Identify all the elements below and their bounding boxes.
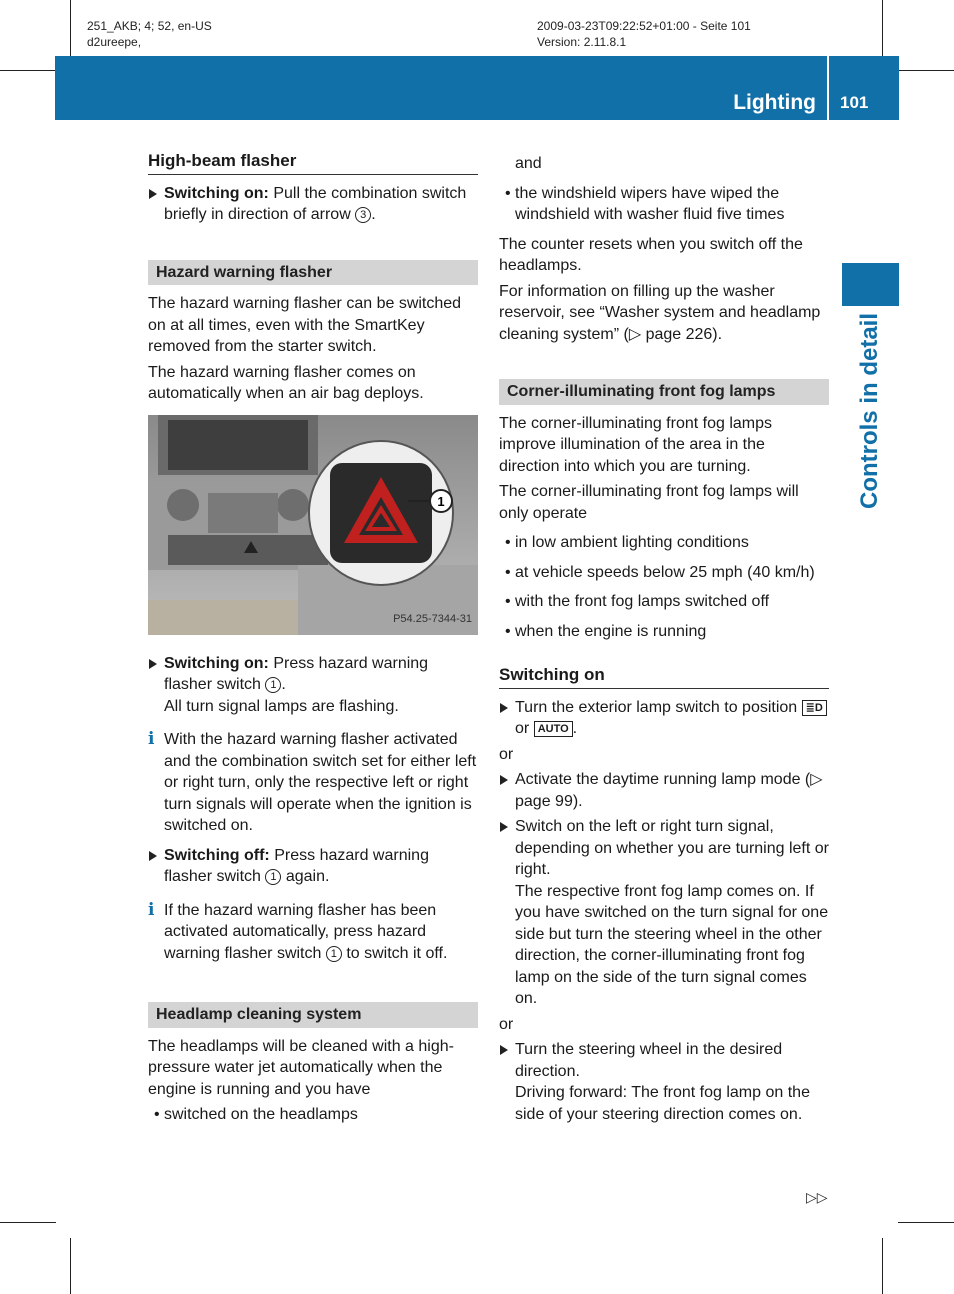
- step-label: Switching on:: [164, 654, 269, 672]
- callout-ref: 3: [355, 207, 371, 223]
- step-text: Turn the exterior lamp switch to position: [515, 698, 798, 716]
- bullet-text: switched on the headlamps: [164, 1106, 358, 1123]
- bullet-text: in low ambient lighting conditions: [515, 534, 749, 551]
- crop-mark: [898, 1222, 954, 1223]
- meta-line: Version: 2.11.8.1: [537, 35, 627, 49]
- step-label: Switching off:: [164, 846, 270, 864]
- figure-code: P54.25-7344-31: [393, 613, 472, 625]
- info-text: If the hazard warning flasher has been activated automatically, press hazard warning flasher switch: [164, 901, 437, 962]
- step-arrow-icon: [500, 822, 508, 832]
- step-result: The respective front fog lamp comes on. If you have switched on the turn signal for one side but turn the steering wheel in the other direction, the corner-illuminating front fog lamp on the side of the turn signal comes on.: [515, 882, 829, 1007]
- bullet-dot: •: [154, 1106, 160, 1123]
- paragraph: The corner-illuminating front fog lamps improve illumination of the area in the direction into which you are turning.: [499, 414, 773, 475]
- step-item: [499, 1039, 829, 1125]
- crop-mark: [882, 1238, 883, 1294]
- side-tab: [842, 263, 899, 306]
- step-label: Switching on:: [164, 184, 269, 202]
- step-item: [148, 183, 478, 226]
- step-result: All turn signal lamps are flashing.: [164, 697, 399, 715]
- bullet-dot: •: [505, 534, 511, 551]
- step-arrow-icon: [500, 1045, 508, 1055]
- step-text: Pull the combination switch briefly in direction of arrow: [164, 184, 467, 223]
- bullet-dot: •: [505, 184, 511, 202]
- crop-mark: [0, 70, 56, 71]
- info-icon: i: [148, 729, 155, 749]
- page-number: 101: [840, 93, 869, 112]
- bullet-text: with the front fog lamps switched off: [515, 593, 770, 610]
- paragraph: For information on filling up the washer reservoir, see “Washer system and headlamp cleaning system” (▷ page 226).: [499, 282, 821, 343]
- bullet-item: [499, 183, 829, 226]
- step-text: Turn the steering wheel in the desired direction.: [515, 1041, 783, 1080]
- paragraph: The headlamps will be cleaned with a high-pressure water jet automatically when the engine is running and you have: [148, 1037, 454, 1098]
- step-text: Activate the daytime running lamp mode (▷ page 99).: [515, 771, 823, 810]
- heading-switching-on: Switching on: [499, 664, 829, 689]
- paragraph: The counter resets when you switch off the headlamps.: [499, 235, 803, 274]
- paragraph: The corner-illuminating front fog lamps will only operate: [499, 483, 799, 522]
- or-line: or: [499, 745, 514, 763]
- bullet-item: [499, 591, 829, 613]
- step-text: Switch on the left or right turn signal, depending on whether you are turning left or right.: [515, 818, 829, 878]
- print-meta-right: [537, 18, 751, 50]
- low-beam-symbol-icon: ≣D: [802, 700, 827, 716]
- bullet-text: the windshield wipers have wiped the windshield with washer fluid five times: [515, 184, 785, 223]
- auto-symbol-icon: AUTO: [534, 721, 573, 737]
- bullet-item: [499, 621, 829, 643]
- crop-mark: [70, 1238, 71, 1294]
- meta-line: d2ureepe,: [87, 35, 142, 49]
- info-note: [148, 729, 478, 837]
- step-text: or: [515, 720, 530, 737]
- callout-ref: 1: [326, 946, 342, 962]
- or-line: or: [499, 1015, 514, 1033]
- meta-line: 251_AKB; 4; 52, en-US: [87, 19, 212, 33]
- paragraph: The hazard warning flasher comes on automatically when an air bag deploys.: [148, 363, 424, 402]
- step-text: Press hazard warning flasher switch: [164, 654, 429, 693]
- crop-mark: [0, 1222, 56, 1223]
- bullet-item: [499, 562, 829, 584]
- side-tab-label: Controls in detail: [856, 312, 883, 510]
- bullet-item: [499, 532, 829, 554]
- step-item: [148, 653, 478, 718]
- crop-mark: [70, 0, 71, 56]
- bullet-dot: •: [505, 563, 511, 581]
- step-item: [499, 697, 829, 740]
- step-item: [148, 845, 478, 888]
- meta-line: 2009-03-23T09:22:52+01:00 - Seite 101: [537, 19, 751, 33]
- left-column: [148, 150, 478, 1134]
- step-arrow-icon: [500, 703, 508, 713]
- bullet-dot: •: [505, 593, 511, 610]
- section-title: Lighting: [733, 91, 816, 114]
- info-icon: i: [148, 899, 155, 920]
- info-note: [148, 900, 478, 965]
- step-result: Driving forward: The front fog lamp on the side of your steering direction comes on.: [515, 1084, 810, 1123]
- bullet-item: [148, 1104, 478, 1126]
- step-text: .: [371, 206, 376, 223]
- callout-ref: 1: [265, 869, 281, 885]
- heading-headlamp-cleaning: Headlamp cleaning system: [148, 1002, 478, 1028]
- and-line: and: [515, 155, 542, 172]
- step-arrow-icon: [149, 851, 157, 861]
- hazard-switch-photo: [148, 415, 478, 635]
- paragraph: The hazard warning flasher can be switched on at all times, even with the SmartKey removed from the starter switch.: [148, 295, 462, 355]
- heading-cornering-lamps: Corner-illuminating front fog lamps: [499, 379, 829, 405]
- step-arrow-icon: [149, 659, 157, 669]
- step-text: again.: [285, 868, 330, 885]
- heading-high-beam: High-beam flasher: [148, 150, 478, 175]
- info-text: With the hazard warning flasher activated and the combination switch set for either left or right turn, only the respective left or right turn signals will operate when the ignition is switched on.: [164, 731, 477, 834]
- right-column: [499, 153, 829, 1129]
- callout-ref: 1: [265, 677, 281, 693]
- crop-mark: [882, 0, 883, 56]
- continue-icon: ▷▷: [806, 1189, 828, 1205]
- step-item: [499, 816, 829, 1010]
- header-divider: [827, 56, 829, 120]
- figure-callout: 1: [437, 493, 445, 509]
- step-arrow-icon: [149, 189, 157, 199]
- heading-hazard: Hazard warning flasher: [148, 260, 478, 286]
- step-item: [499, 769, 829, 812]
- step-arrow-icon: [500, 775, 508, 785]
- step-text: .: [281, 676, 286, 693]
- step-text: Press hazard warning flasher switch: [164, 846, 429, 885]
- dashboard-illustration: [148, 415, 478, 635]
- crop-mark: [898, 70, 954, 71]
- info-text: to switch it off.: [346, 944, 448, 962]
- step-text: .: [572, 720, 578, 737]
- bullet-text: at vehicle speeds below 25 mph (40 km/h): [515, 563, 815, 581]
- bullet-text: when the engine is running: [515, 622, 707, 640]
- print-meta-left: [87, 18, 212, 50]
- bullet-dot: •: [505, 622, 511, 640]
